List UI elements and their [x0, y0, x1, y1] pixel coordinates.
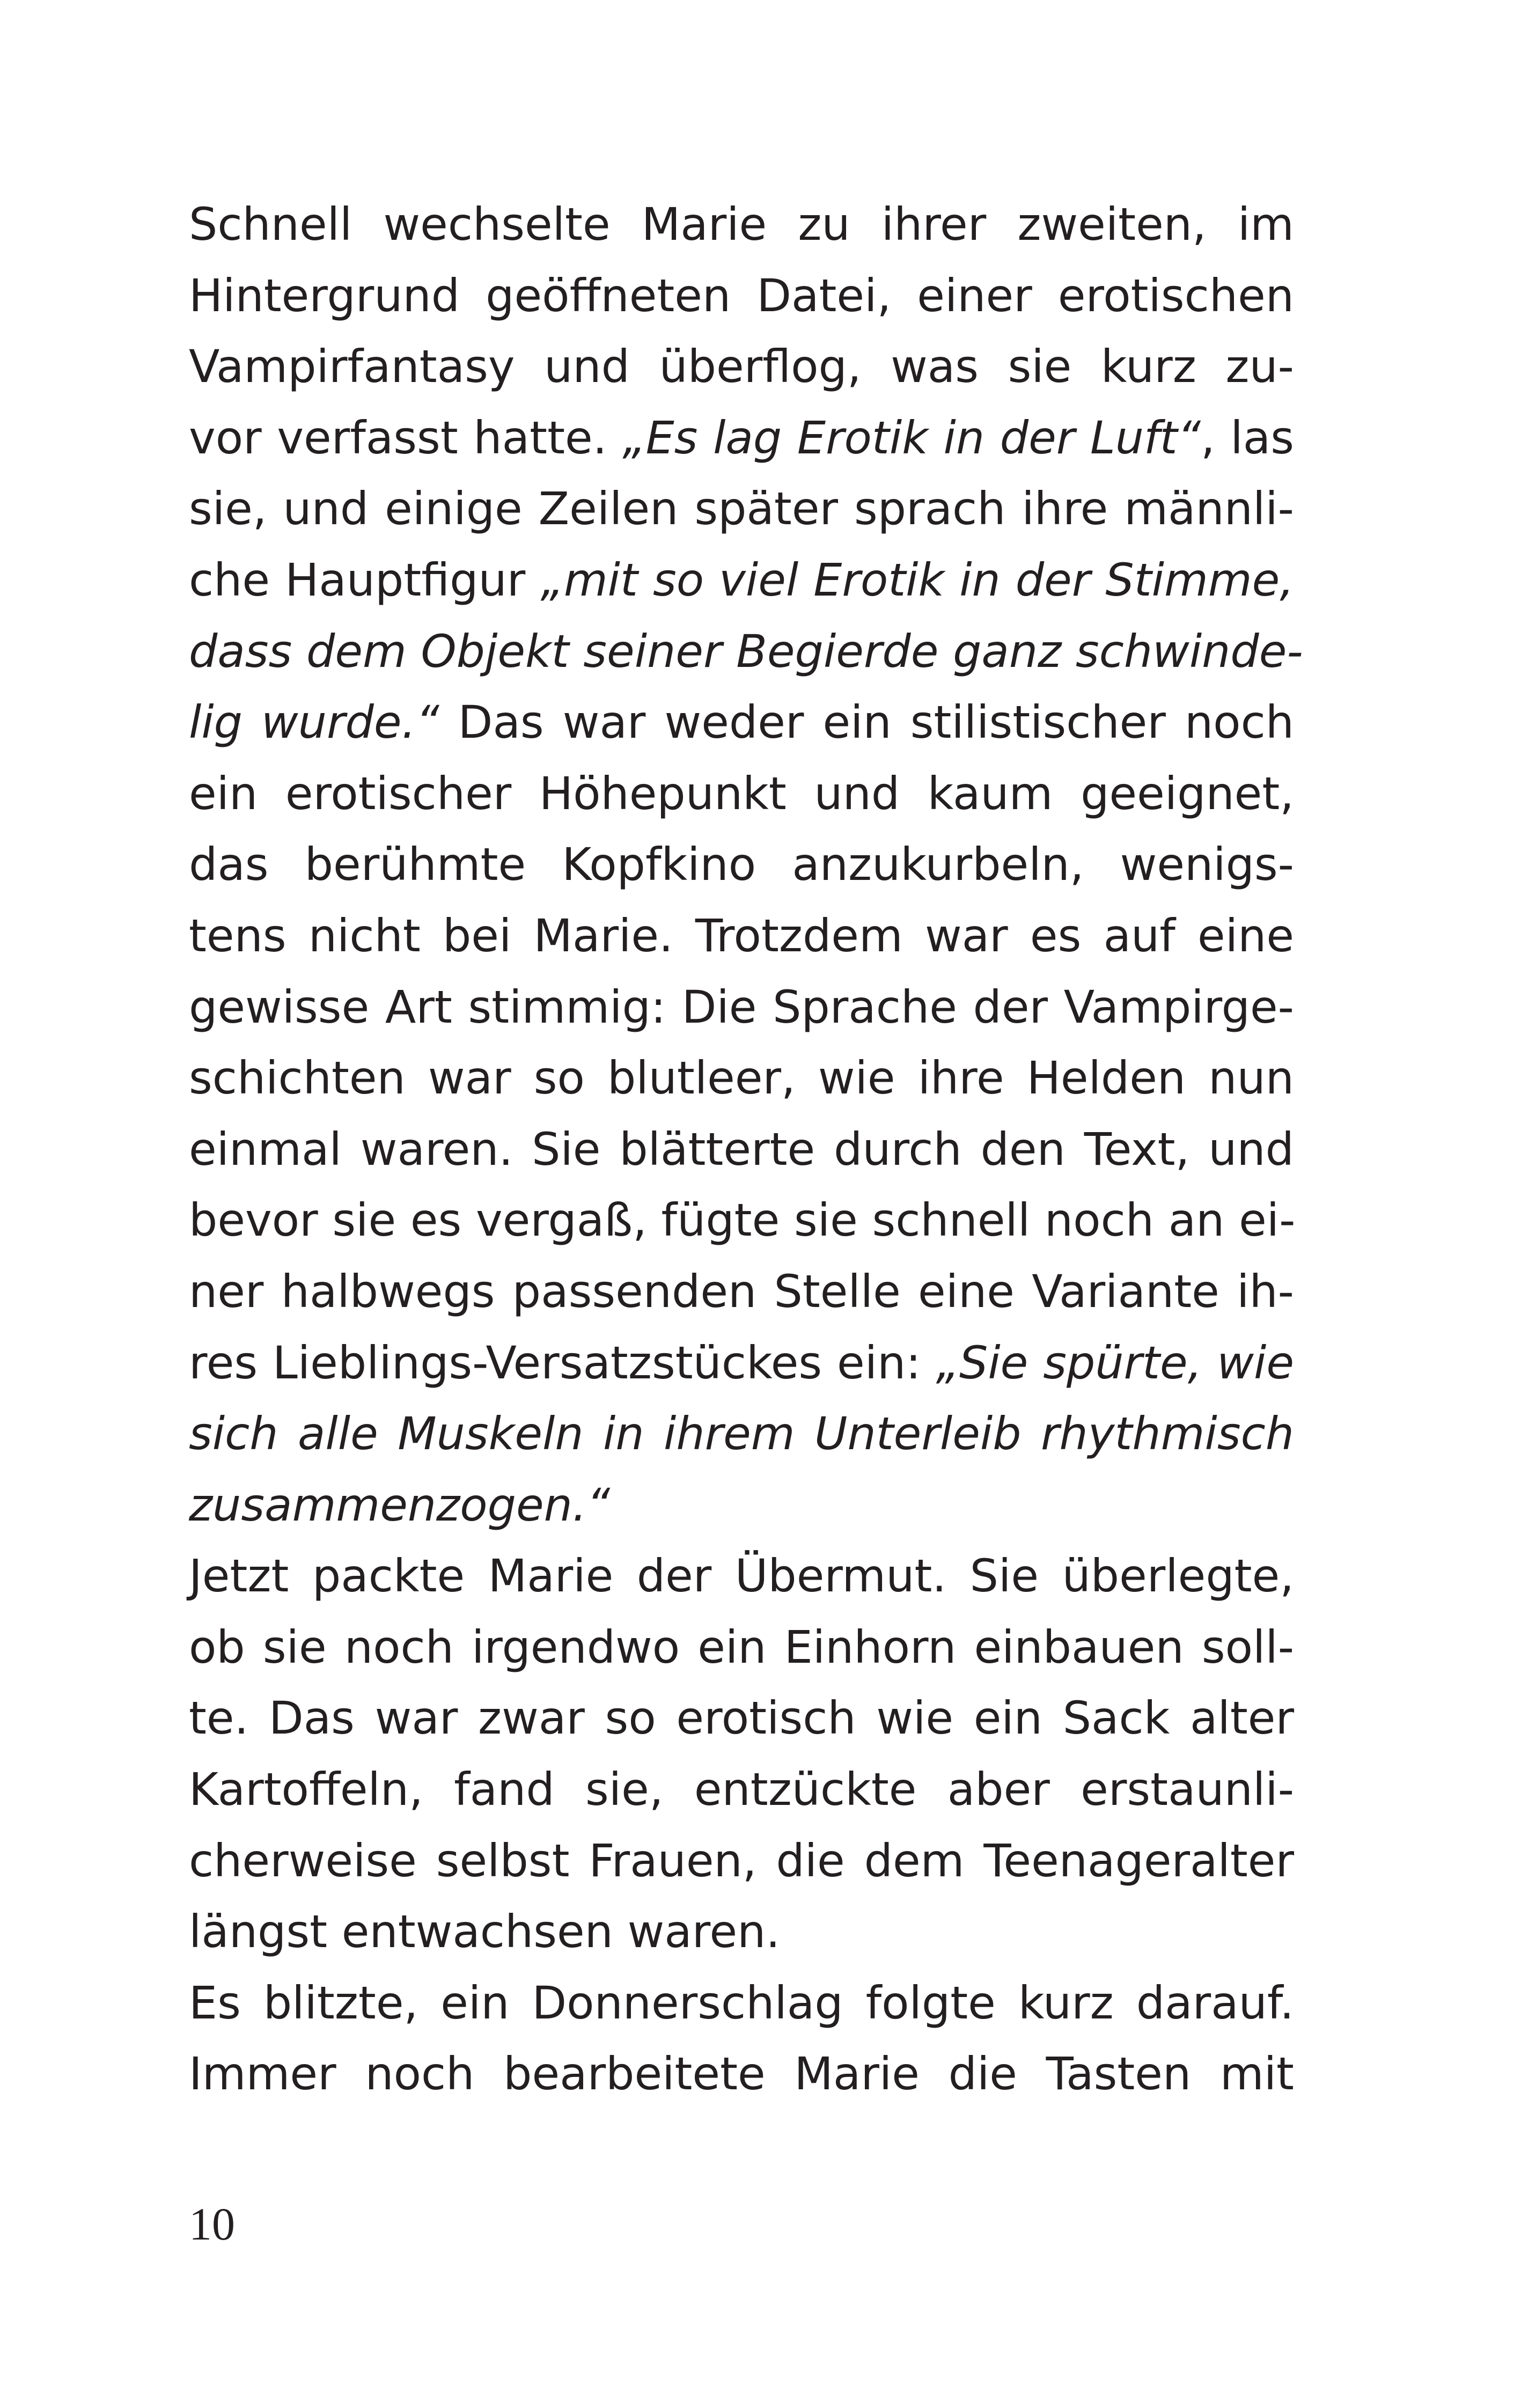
text-run: bevor sie es vergaß, fügte sie schnell noch an ei- [189, 1194, 1296, 1247]
text-run: einmal waren. Sie blätterte durch den Text, und [189, 1122, 1294, 1176]
text-line [189, 260, 1294, 332]
paragraph [189, 189, 1303, 1540]
text-run: Es blitzte, ein Donnerschlag folgte kurz darauf. [189, 1976, 1294, 2029]
text-line [189, 473, 1294, 545]
text-run: das berühmte Kopfkino anzukurbeln, wenigs- [189, 838, 1294, 891]
text-run: te. Das war zwar so erotisch wie ein Sack alter [189, 1692, 1294, 1745]
italic-quote: „Sie spürte, wie [936, 1336, 1295, 1389]
text-line [189, 1612, 1294, 1683]
text-run: vor verfasst hatte. [189, 411, 623, 464]
text-run: Immer noch bearbeitete Marie die Tasten mit [189, 2047, 1294, 2101]
text-line [189, 2038, 1294, 2110]
text-run: ner halbwegs passenden Stelle eine Variante ih- [189, 1265, 1294, 1318]
text-run: Hintergrund geöffneten Datei, einer erotischen [189, 269, 1294, 322]
text-run: Das war weder ein stilistischer noch [439, 696, 1294, 749]
text-line [189, 1470, 1294, 1541]
italic-quote: lig wurde.“ [189, 696, 439, 749]
text-run: Vampirfantasy und überflog, was sie kurz zu- [189, 340, 1294, 393]
body-text [189, 189, 1303, 2110]
text-line [189, 972, 1294, 1043]
text-line [189, 1754, 1294, 1825]
text-line [189, 1185, 1294, 1256]
text-run: gewisse Art stimmig: Die Sprache der Vampirge- [189, 980, 1294, 1033]
text-run: sie, und einige Zeilen später sprach ihre männli- [189, 482, 1294, 535]
text-line [189, 1398, 1294, 1470]
text-line [189, 402, 1294, 474]
text-line [189, 687, 1294, 758]
text-line [189, 758, 1294, 829]
text-run: res Lieblings-Versatzstückes ein: [189, 1336, 936, 1389]
text-run: cherweise selbst Frauen, die dem Teenageralter [189, 1834, 1294, 1887]
italic-quote: sich alle Muskeln in ihrem Unterleib rhythmisch [189, 1407, 1294, 1460]
text-line [189, 829, 1294, 900]
text-run: , las [1201, 411, 1294, 464]
text-line [189, 1540, 1294, 1612]
text-line [189, 331, 1294, 402]
text-run: che Hauptfigur [189, 553, 541, 606]
text-line [189, 1896, 1294, 1967]
text-run: längst entwachsen waren. [189, 1905, 781, 1958]
text-line [189, 1256, 1294, 1327]
text-line [189, 1967, 1294, 2039]
paragraph [189, 1967, 1294, 2110]
italic-quote: zusammenzogen.“ [189, 1478, 611, 1531]
text-run: schichten war so blutleer, wie ihre Helden nun [189, 1052, 1294, 1105]
text-run: ob sie noch irgendwo ein Einhorn einbauen soll- [189, 1620, 1294, 1673]
italic-quote: „mit so viel Erotik in der Stimme, [540, 553, 1294, 606]
text-line [189, 1327, 1294, 1399]
text-line [189, 1825, 1294, 1897]
text-run: Kartoffeln, fand sie, entzückte aber erstaunli- [189, 1763, 1294, 1816]
text-line [189, 1043, 1294, 1114]
text-line [189, 1114, 1294, 1185]
text-run: Jetzt packte Marie der Übermut. Sie überlegte, [189, 1550, 1294, 1603]
text-run: ein erotischer Höhepunkt und kaum geeignet, [189, 767, 1294, 820]
text-line [189, 189, 1294, 260]
paragraph [189, 1540, 1294, 1967]
italic-quote: dass dem Objekt seiner Begierde ganz schwinde- [189, 625, 1303, 678]
text-line [189, 1683, 1294, 1754]
text-line [189, 616, 1303, 687]
text-line [189, 545, 1294, 616]
text-line [189, 900, 1294, 972]
page-number: 10 [189, 2198, 235, 2250]
italic-quote: „Es lag Erotik in der Luft“ [622, 411, 1201, 464]
text-run: Schnell wechselte Marie zu ihrer zweiten, im [189, 198, 1294, 251]
text-run: tens nicht bei Marie. Trotzdem war es auf eine [189, 909, 1294, 962]
